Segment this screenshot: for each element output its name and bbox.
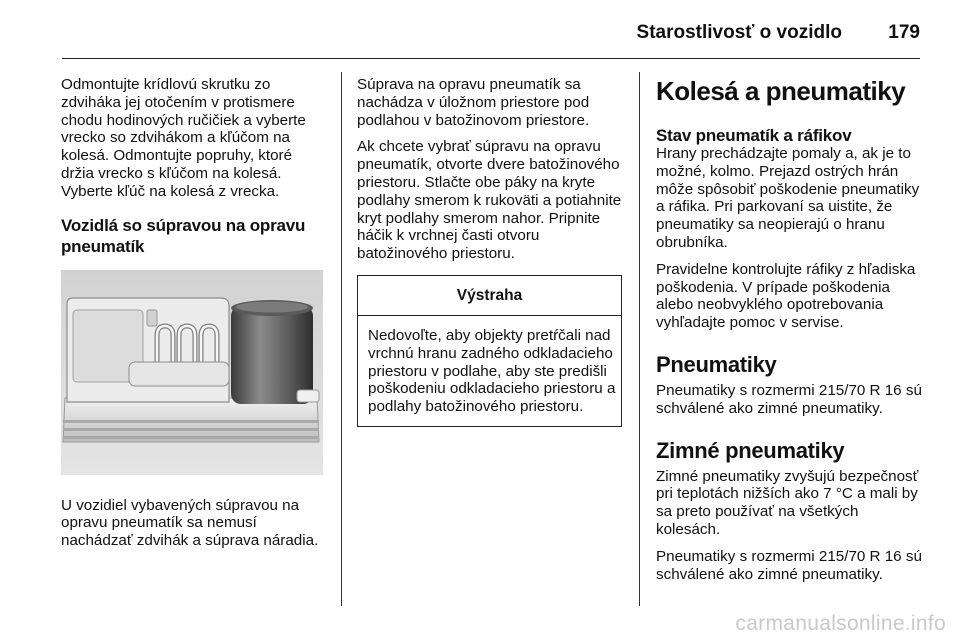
paragraph-kit-removal: Ak chcete vybrať súpravu na opravu pneumatík, otvorte dvere batožinového priestoru. Stlačte obe páky na kryte podlahy smerom k rukoväti a potiahnite kryt podlahy smerom nahor. Pripnite háčik k vrchnej časti otvoru batožinového priestoru. [357,138,622,263]
paragraph-rim-check: Pravidelne kontrolujte ráfiky z hľadiska poškodenia. V prípade poškodenia alebo neobvyklého opotrebovania vyhľadajte pomoc v servise. [656,260,916,332]
section-title: Starostlivosť o vozidlo [636,22,842,43]
watermark: carmanualsonline.info [735,612,946,635]
column-divider-2 [639,72,640,606]
heading-tyres: Pneumatiky [656,351,777,377]
paragraph-tyre-sizes: Pneumatiky s rozmermi 215/70 R 16 sú schválené ako zimné pneumatiky. [656,381,922,417]
paragraph-no-jack: U vozidiel vybavených súpravou na opravu pneumatík sa nemusí nachádzať zdvihák a súprava náradia. [61,496,319,550]
warning-text: Nedovoľte, aby objekty pretŕčali nad vrchnú hranu zadného odkladacieho priestoru v podlahe, aby ste predišli poškodeniu odkladacieho priestoru a podlahy batožinového priestoru. [368,326,616,416]
page-number: 179 [888,22,920,43]
column-2 [357,76,622,427]
warning-box [357,275,622,427]
tyre-repair-kit-image [61,270,323,475]
paragraph-winter-tyres: Zimné pneumatiky zvyšujú bezpečnosť pri teplotách nižších ako 7 °C a mali by sa preto používať na všetkých kolesách. [656,467,919,538]
column-3 [656,76,924,592]
paragraph-kit-location: Súprava na opravu pneumatík sa nachádza v úložnom priestore pod podlahou v batožinovom priestore. [357,76,590,129]
page-header [62,0,920,59]
paragraph-jack-removal: Odmontujte krídlovú skrutku zo zdviháka jej otočením v protismere chodu hodinových ručičiek a vyberte vrecko so zdvihákom a kľúčom na kolesá. Odmontujte popruhy, ktoré držia vrecko s kľúčom na kolesá. Vyberte kľúč na kolesá z vrecka. [61,76,306,200]
heading-winter-tyres: Zimné pneumatiky [656,437,845,463]
column-divider-1 [341,72,342,606]
paragraph-tyre-condition: Hrany prechádzajte pomaly a, ak je to možné, kolmo. Prejazd ostrých hrán môže spôsobiť poškodenie pneumatiky a ráfika. Pri parkovaní sa uistite, že pneumatiky sa neopierajú o hranu obrubníka. [656,145,920,251]
heading-wheels-and-tyres: Kolesá a pneumatiky [656,76,906,106]
heading-tyre-rim-condition: Stav pneumatík a ráfikov [656,126,852,145]
column-1 [61,76,323,559]
heading-tyre-repair-kit-vehicles: Vozidlá so súpravou na opravu pneumatík [61,215,306,256]
warning-title: Výstraha [358,276,621,316]
paragraph-winter-tyre-sizes: Pneumatiky s rozmermi 215/70 R 16 sú schválené ako zimné pneumatiky. [656,547,922,583]
